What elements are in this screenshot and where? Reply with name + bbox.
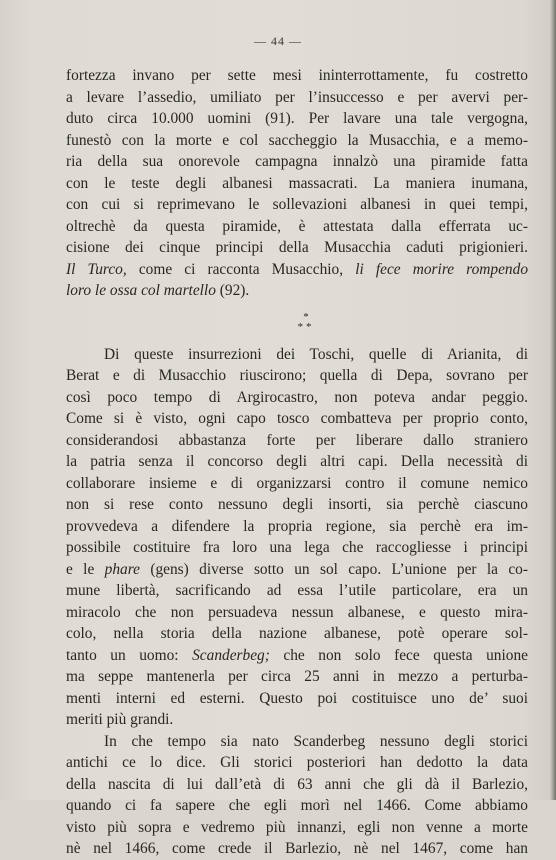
text-line: provvedeva a difendere la propria regione, sia perchè era im- <box>66 517 528 535</box>
section-asterism <box>66 302 528 344</box>
text-line: Di queste insurrezioni dei Toschi, quelle di Arianita, di <box>104 345 528 363</box>
page-number: — 44 — <box>254 34 302 48</box>
text-line: Berat e di Musacchio riuscirono; quella di Depa, sovrano per <box>66 367 528 384</box>
text-line: menti interni ed esterni. Questo poi costituisce uno de’ suoi <box>66 689 528 707</box>
text-line-phare <box>66 559 528 581</box>
text-line: considerandosi abbastanza forte per liberare dallo straniero <box>66 431 528 449</box>
text-line: non si rese conto nessuno degli insorti, sia perchè ciascuno <box>66 496 528 513</box>
text-line: della nascita di lui dall’età di 63 anni che gli dà il Barlezio, <box>66 775 528 793</box>
text-line: collaborare insieme e di organizzarsi contro il comune nemico <box>66 474 528 492</box>
asterism-top: * <box>303 310 309 323</box>
text-line: meriti più grandi. <box>66 711 174 728</box>
text-fragment: tanto un uomo: <box>66 646 193 664</box>
text-line: mune libertà, sacrificando ad essa l’utile particolare, era un <box>66 582 528 599</box>
text-line: con cui si reprimevano le sollevazioni albanesi in quei tempi, <box>66 196 528 213</box>
italic-text: loro le ossa col martello <box>66 282 216 299</box>
text-line: nè nel 1466, come crede il Barlezio, nè nel 1467, come han <box>66 840 528 857</box>
text-line: a levare l’assedio, umiliato per l’insuccesso e per avervi per- <box>66 88 528 106</box>
text-line: con le teste degli albanesi massacrati. La maniera inumana, <box>66 174 528 192</box>
text-fragment: (gens) diverse sotto un sol capo. L’unione per la co- <box>139 560 528 578</box>
body-text <box>66 65 528 860</box>
italic-text: li fece morire rompendo <box>355 260 529 278</box>
text-line: ma seppe mantenerla per circa 25 anni in mezzo a perturba- <box>66 668 528 685</box>
text-fragment: come ci racconta Musacchio, <box>126 260 356 278</box>
text-line: quando ci fa sapere che egli morì nel 1466. Come abbiamo <box>66 797 528 814</box>
italic-text: phare <box>104 560 140 578</box>
text-line: così poco tempo di Argirocastro, non poteva andar peggio. <box>66 388 528 406</box>
text-fragment: che non solo fece questa unione <box>269 646 528 664</box>
text-line: visto più sopra e vedremo più innanzi, egli non venne a morte <box>66 818 528 836</box>
text-line: colo, nella storia della nazione albanese, potè operare sol- <box>66 625 528 642</box>
italic-text: Il Turco, <box>66 260 127 278</box>
text-line: In che tempo sia nato Scanderbeg nessuno degli storici <box>104 732 528 750</box>
text-line-scanderbeg <box>66 645 528 667</box>
text-line: ria della sua onorevole campagna innalzò una piramide fatta <box>66 153 528 170</box>
text-line: possibile costituire fra loro una lega che raccogliesse i principi <box>66 539 528 556</box>
text-line: la patria senza il concorso degli altri capi. Della necessità di <box>66 453 528 470</box>
page-edge-shadow <box>550 0 556 800</box>
text-fragment: e le <box>66 560 105 578</box>
asterism-bottom: ** <box>297 320 315 333</box>
italic-text: Scanderbeg; <box>192 646 270 664</box>
text-line: miracolo che non persuadeva nessun albanese, e questo mira- <box>66 603 528 621</box>
text-line: cisione dei cinque principi della Musacchia caduti prigionieri. <box>66 239 528 256</box>
text-line: funestò con la morte e col saccheggio la Musacchia, e a memo- <box>66 131 528 149</box>
text-line-quote <box>66 259 528 281</box>
text-line: duto circa 10.000 uomini (91). Per lavare una tale vergogna, <box>66 110 528 127</box>
text-fragment: (92). <box>215 282 250 299</box>
text-line: Come si è visto, ogni capo tosco combatteva per proprio conto, <box>66 410 528 427</box>
text-line-quote-end <box>66 280 528 302</box>
text-line: oltrechè da questa piramide, è attestata dalla efferrata uc- <box>66 217 528 235</box>
text-line: fortezza invano per sette mesi ininterrottamente, fu costretto <box>66 67 528 84</box>
text-line: antichi ce lo dice. Gli storici posteriori han dedotto la data <box>66 754 528 771</box>
